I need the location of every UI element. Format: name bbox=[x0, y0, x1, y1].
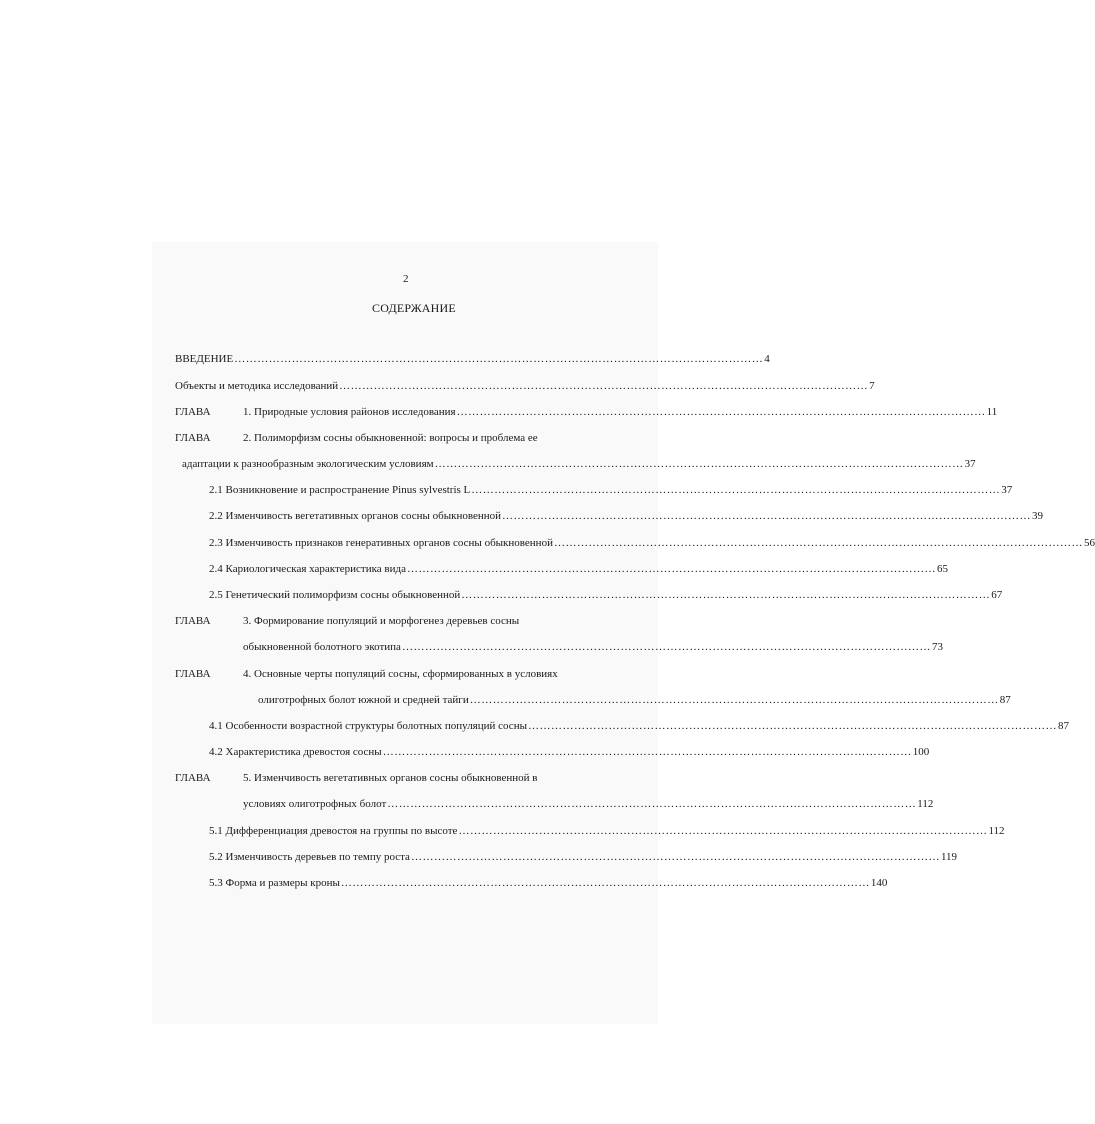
chapter-label: ГЛАВА bbox=[175, 668, 211, 680]
toc-entry-page: 4 bbox=[764, 353, 770, 365]
toc-entry-page: 140 bbox=[870, 877, 888, 889]
toc-entry-title: 5.3 Форма и размеры кроны bbox=[209, 877, 340, 889]
dot-leader: ………………………………………………………………………………………………………………………… bbox=[340, 877, 870, 889]
toc-entry-title: 2.1 Возникновение и распространение Pinus sylvestris L bbox=[209, 484, 471, 496]
dot-leader: ………………………………………………………………………………………………………………………… bbox=[458, 825, 988, 837]
toc-entry-page: 112 bbox=[988, 825, 1005, 837]
toc-entry-5-2[interactable] bbox=[209, 851, 958, 865]
toc-entry-objects[interactable] bbox=[175, 380, 875, 394]
toc-entry-page: 39 bbox=[1032, 510, 1044, 522]
toc-entry-chapter-2-cont[interactable] bbox=[182, 458, 976, 472]
dot-leader: ………………………………………………………………………………………………………………………… bbox=[434, 458, 964, 470]
toc-entry-page: 100 bbox=[912, 746, 930, 758]
toc-entry-title: Объекты и методика исследований bbox=[175, 380, 339, 392]
toc-entry-4-1[interactable] bbox=[209, 720, 1069, 734]
toc-entry-title: 4.2 Характеристика древостоя сосны bbox=[209, 746, 382, 758]
toc-entry-title: 5.1 Дифференциация древостоя на группы по высоте bbox=[209, 825, 458, 837]
dot-leader: ………………………………………………………………………………………………………………………… bbox=[502, 510, 1032, 522]
dot-leader: ………………………………………………………………………………………………………………………… bbox=[407, 563, 936, 575]
toc-entry-title: олиготрофных болот южной и средней тайги bbox=[258, 694, 469, 706]
toc-title: СОДЕРЖАНИЕ bbox=[372, 301, 456, 315]
toc-entry-page: 7 bbox=[869, 380, 875, 392]
toc-entry-2-3[interactable] bbox=[209, 537, 1095, 551]
chapter-label: ГЛАВА bbox=[175, 406, 211, 418]
dot-leader: ………………………………………………………………………………………………………………………… bbox=[527, 720, 1057, 732]
toc-entry-title: 2.3 Изменчивость признаков генеративных органов сосны обыкновенной bbox=[209, 537, 553, 549]
toc-entry-page: 67 bbox=[991, 589, 1003, 601]
dot-leader: ………………………………………………………………………………………………………………………… bbox=[339, 380, 869, 392]
toc-entry-page: 37 bbox=[964, 458, 976, 470]
toc-entry-chapter-1[interactable] bbox=[175, 406, 998, 420]
toc-entry-chapter-3[interactable] bbox=[175, 615, 519, 629]
toc-entry-chapter-3-cont[interactable] bbox=[243, 641, 943, 655]
toc-entry-5-3[interactable] bbox=[209, 877, 888, 891]
toc-entry-2-5[interactable] bbox=[209, 589, 1003, 603]
dot-leader: ………………………………………………………………………………………………………………………… bbox=[461, 589, 991, 601]
toc-entry-title: 5.2 Изменчивость деревьев по темпу роста bbox=[209, 851, 410, 863]
toc-entry-page: 73 bbox=[931, 641, 943, 653]
toc-entry-title: 5. Изменчивость вегетативных органов сосны обыкновенной в bbox=[243, 772, 538, 784]
chapter-label: ГЛАВА bbox=[175, 772, 211, 784]
dot-leader: ………………………………………………………………………………………………………………………… bbox=[234, 353, 764, 365]
toc-entry-page: 119 bbox=[940, 851, 958, 863]
toc-entry-intro[interactable] bbox=[175, 353, 770, 367]
toc-entry-page: 56 bbox=[1083, 537, 1095, 549]
toc-entry-title: 2.2 Изменчивость вегетативных органов сосны обыкновенной bbox=[209, 510, 502, 522]
toc-entry-page: 37 bbox=[1001, 484, 1013, 496]
dot-leader: ………………………………………………………………………………………………………………………… bbox=[401, 641, 931, 653]
dot-leader: ………………………………………………………………………………………………………………………… bbox=[471, 484, 1001, 496]
toc-entry-title: 1. Природные условия районов исследования bbox=[243, 406, 456, 418]
dot-leader: ………………………………………………………………………………………………………………………… bbox=[410, 851, 940, 863]
toc-entry-4-2[interactable] bbox=[209, 746, 930, 760]
toc-entry-page: 65 bbox=[937, 563, 948, 575]
dot-leader: ………………………………………………………………………………………………………………………… bbox=[382, 746, 912, 758]
toc-entry-title: ВВЕДЕНИЕ bbox=[175, 353, 234, 365]
toc-entry-2-2[interactable] bbox=[209, 510, 1044, 524]
toc-entry-title: 4.1 Особенности возрастной структуры болотных популяций сосны bbox=[209, 720, 527, 732]
dot-leader: ………………………………………………………………………………………………………………………… bbox=[387, 798, 917, 810]
toc-entry-page: 112 bbox=[917, 798, 934, 810]
toc-entry-page: 87 bbox=[1057, 720, 1069, 732]
toc-entry-2-1[interactable] bbox=[209, 484, 1013, 498]
toc-entry-chapter-2[interactable] bbox=[175, 432, 538, 446]
dot-leader: ………………………………………………………………………………………………………………………… bbox=[469, 694, 999, 706]
toc-entry-5-1[interactable] bbox=[209, 825, 1005, 839]
toc-entry-title: адаптации к разнообразным экологическим условиям bbox=[182, 458, 434, 470]
dot-leader: ………………………………………………………………………………………………………………………… bbox=[456, 406, 986, 418]
toc-entry-title: 2. Полиморфизм сосны обыкновенной: вопросы и проблема ее bbox=[243, 432, 538, 444]
dot-leader: ………………………………………………………………………………………………………………………… bbox=[553, 537, 1083, 549]
toc-entry-chapter-4-cont[interactable] bbox=[258, 694, 1011, 708]
toc-entry-chapter-5-cont[interactable] bbox=[243, 798, 934, 812]
toc-entry-page: 87 bbox=[999, 694, 1011, 706]
toc-entry-title: условиях олиготрофных болот bbox=[243, 798, 387, 810]
toc-entry-title: 2.4 Кариологическая характеристика вида bbox=[209, 563, 406, 575]
toc-entry-page: 11 bbox=[986, 406, 998, 418]
toc-entry-chapter-5[interactable] bbox=[175, 772, 537, 786]
toc-entry-title: 2.5 Генетический полиморфизм сосны обыкновенной bbox=[209, 589, 461, 601]
toc-entry-2-4[interactable] bbox=[209, 563, 948, 577]
toc-entry-title: обыкновенной болотного экотипа bbox=[243, 641, 401, 653]
toc-entry-chapter-4[interactable] bbox=[175, 668, 558, 682]
page-number: 2 bbox=[403, 273, 409, 285]
toc-entry-title: 4. Основные черты популяций сосны, сформированных в условиях bbox=[243, 668, 558, 680]
chapter-label: ГЛАВА bbox=[175, 615, 211, 627]
chapter-label: ГЛАВА bbox=[175, 432, 211, 444]
toc-entry-title: 3. Формирование популяций и морфогенез деревьев сосны bbox=[243, 615, 520, 627]
